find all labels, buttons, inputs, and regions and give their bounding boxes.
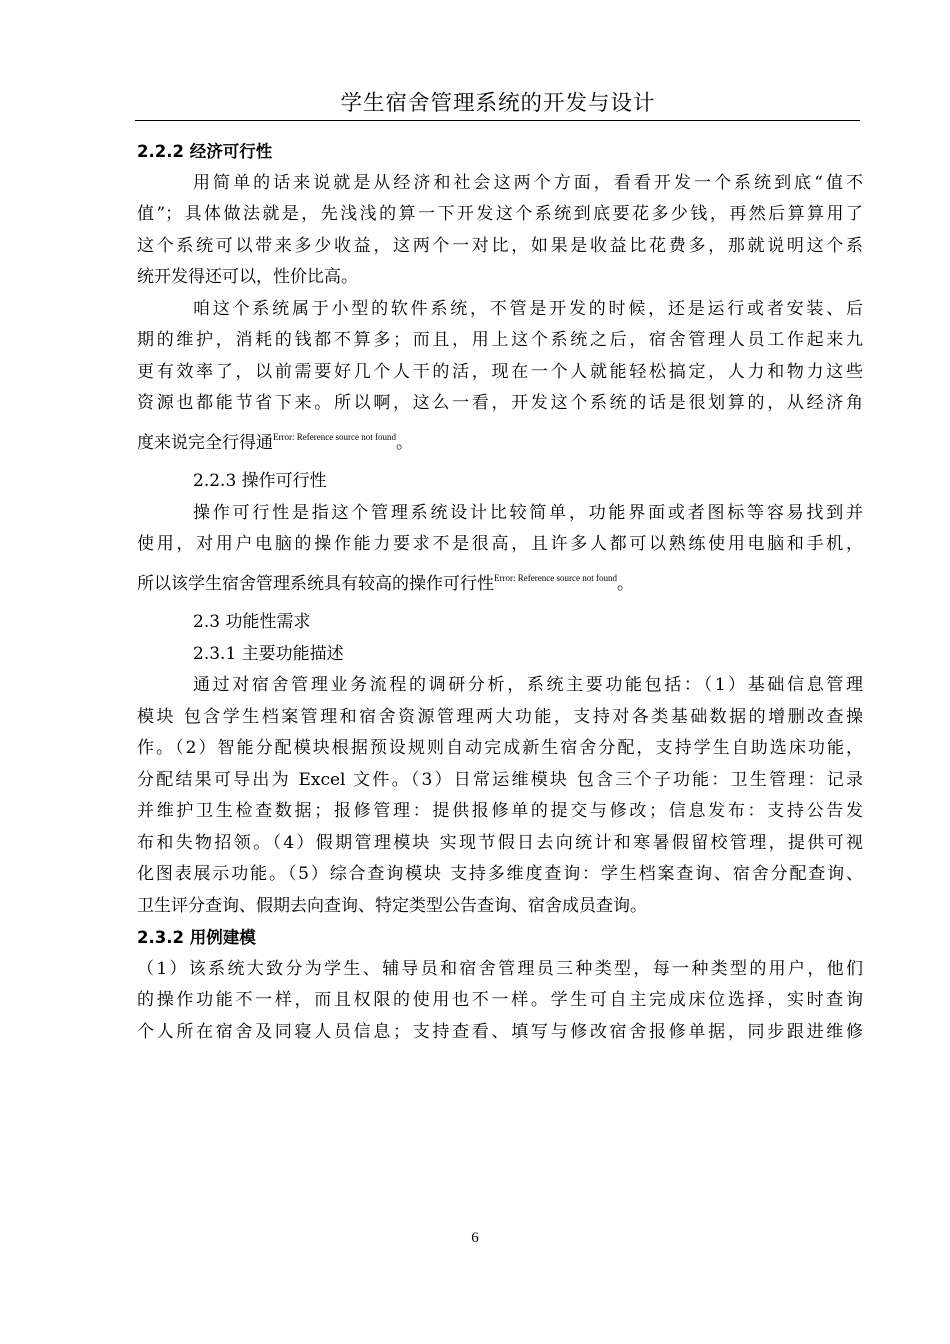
paragraph-line: 布和失物招领。（4）假期管理模块 实现节假日去向统计和寒暑假留校管理，提供可视 [137, 832, 863, 853]
paragraph-line: 资源也都能节省下来。所以啊，这么一看，开发这个系统的话是很划算的，从经济角 [137, 393, 863, 413]
reference-error-marker: Error: Reference source not found [273, 431, 396, 442]
paragraph-line: 期的维护，消耗的钱都不算多；而且，用上这个系统之后，宿舍管理人员工作起来九 [137, 330, 863, 350]
paragraph-line: 操作可行性是指这个管理系统设计比较简单，功能界面或者图标等容易找到并 [193, 502, 863, 523]
paragraph-line: 通过对宿舍管理业务流程的调研分析，系统主要功能包括：（1）基础信息管理 [193, 675, 863, 695]
section-heading-2-3: 2.3 功能性需求 [193, 612, 311, 632]
line-end: 。 [616, 573, 634, 594]
section-heading-2-2-2: 2.2.2 经济可行性 [137, 142, 273, 161]
paragraph-line: 更有效率了，以前需要好几个人干的活，现在一个人就能轻松搞定，人力和物力这些 [137, 361, 863, 382]
page-body [137, 136, 863, 1048]
section-heading-2-3-1: 2.3.1 主要功能描述 [193, 643, 344, 664]
line-text: 所以该学生宿舍管理系统具有较高的操作可行性 [137, 573, 494, 594]
section-heading-2-3-2: 2.3.2 用例建模 [137, 928, 256, 947]
paragraph-line: 化图表展示功能。（5）综合查询模块 支持多维度查询：学生档案查询、宿舍分配查询、 [137, 864, 863, 884]
reference-error-marker: Error: Reference source not found [494, 572, 617, 583]
paragraph-line: 统开发得还可以，性价比高。 [137, 267, 358, 287]
paragraph-line: 用简单的话来说就是从经济和社会这两个方面，看看开发一个系统到底“值不 [193, 172, 863, 193]
paragraph-economic-2 [137, 294, 863, 467]
line-text: 度来说完全行得通 [137, 432, 273, 453]
line-end: 。 [395, 432, 413, 453]
paragraph-line: 卫生评分查询、假期去向查询、特定类型公告查询、宿舍成员查询。 [137, 895, 647, 916]
paragraph-line: 值”；具体做法就是，先浅浅的算一下开发这个系统到底要花多少钱，再然后算算用了 [137, 204, 863, 224]
paragraph-line: 使用，对用户电脑的操作能力要求不是很高，且许多人都可以熟练使用电脑和手机， [137, 534, 863, 554]
paragraph-line: 分配结果可导出为 Excel 文件。（3）日常运维模块 包含三个子功能：卫生管理：记录 [137, 769, 863, 790]
header-divider [135, 120, 860, 121]
section-heading-2-2-3: 2.2.3 操作可行性 [193, 471, 327, 491]
paragraph-line [137, 561, 863, 608]
paragraph-line: 个人所在宿舍及同寝人员信息；支持查看、填写与修改宿舍报修单据，同步跟进维修 [137, 1021, 863, 1042]
paragraph-operational [137, 498, 863, 608]
paragraph-functions [137, 670, 863, 922]
paragraph-line: 的操作功能不一样，而且权限的使用也不一样。学生可自主完成床位选择，实时查询 [137, 990, 863, 1010]
running-header-title: 学生宿舍管理系统的开发与设计 [340, 91, 656, 116]
paragraph-line: 模块 包含学生档案管理和宿舍资源管理两大功能，支持对各类基础数据的增删改查操 [137, 706, 863, 727]
paragraph-line: （1）该系统大致分为学生、辅导员和宿舍管理员三种类型，每一种类型的用户，他们 [137, 958, 863, 979]
paragraph-line: 作。（2）智能分配模块根据预设规则自动完成新生宿舍分配，支持学生自助选床功能， [137, 738, 863, 758]
paragraph-line: 咱这个系统属于小型的软件系统，不管是开发的时候，还是运行或者安装、后 [193, 298, 863, 319]
paragraph-economic-1 [137, 168, 863, 294]
paragraph-line [137, 420, 863, 467]
paragraph-line: 并维护卫生检查数据；报修管理：提供报修单的提交与修改；信息发布：支持公告发 [137, 801, 863, 821]
paragraph-line: 这个系统可以带来多少收益，这两个一对比，如果是收益比花费多，那就说明这个系 [137, 235, 863, 256]
paragraph-use-case [137, 954, 863, 1049]
page-number: 6 [471, 1230, 479, 1246]
